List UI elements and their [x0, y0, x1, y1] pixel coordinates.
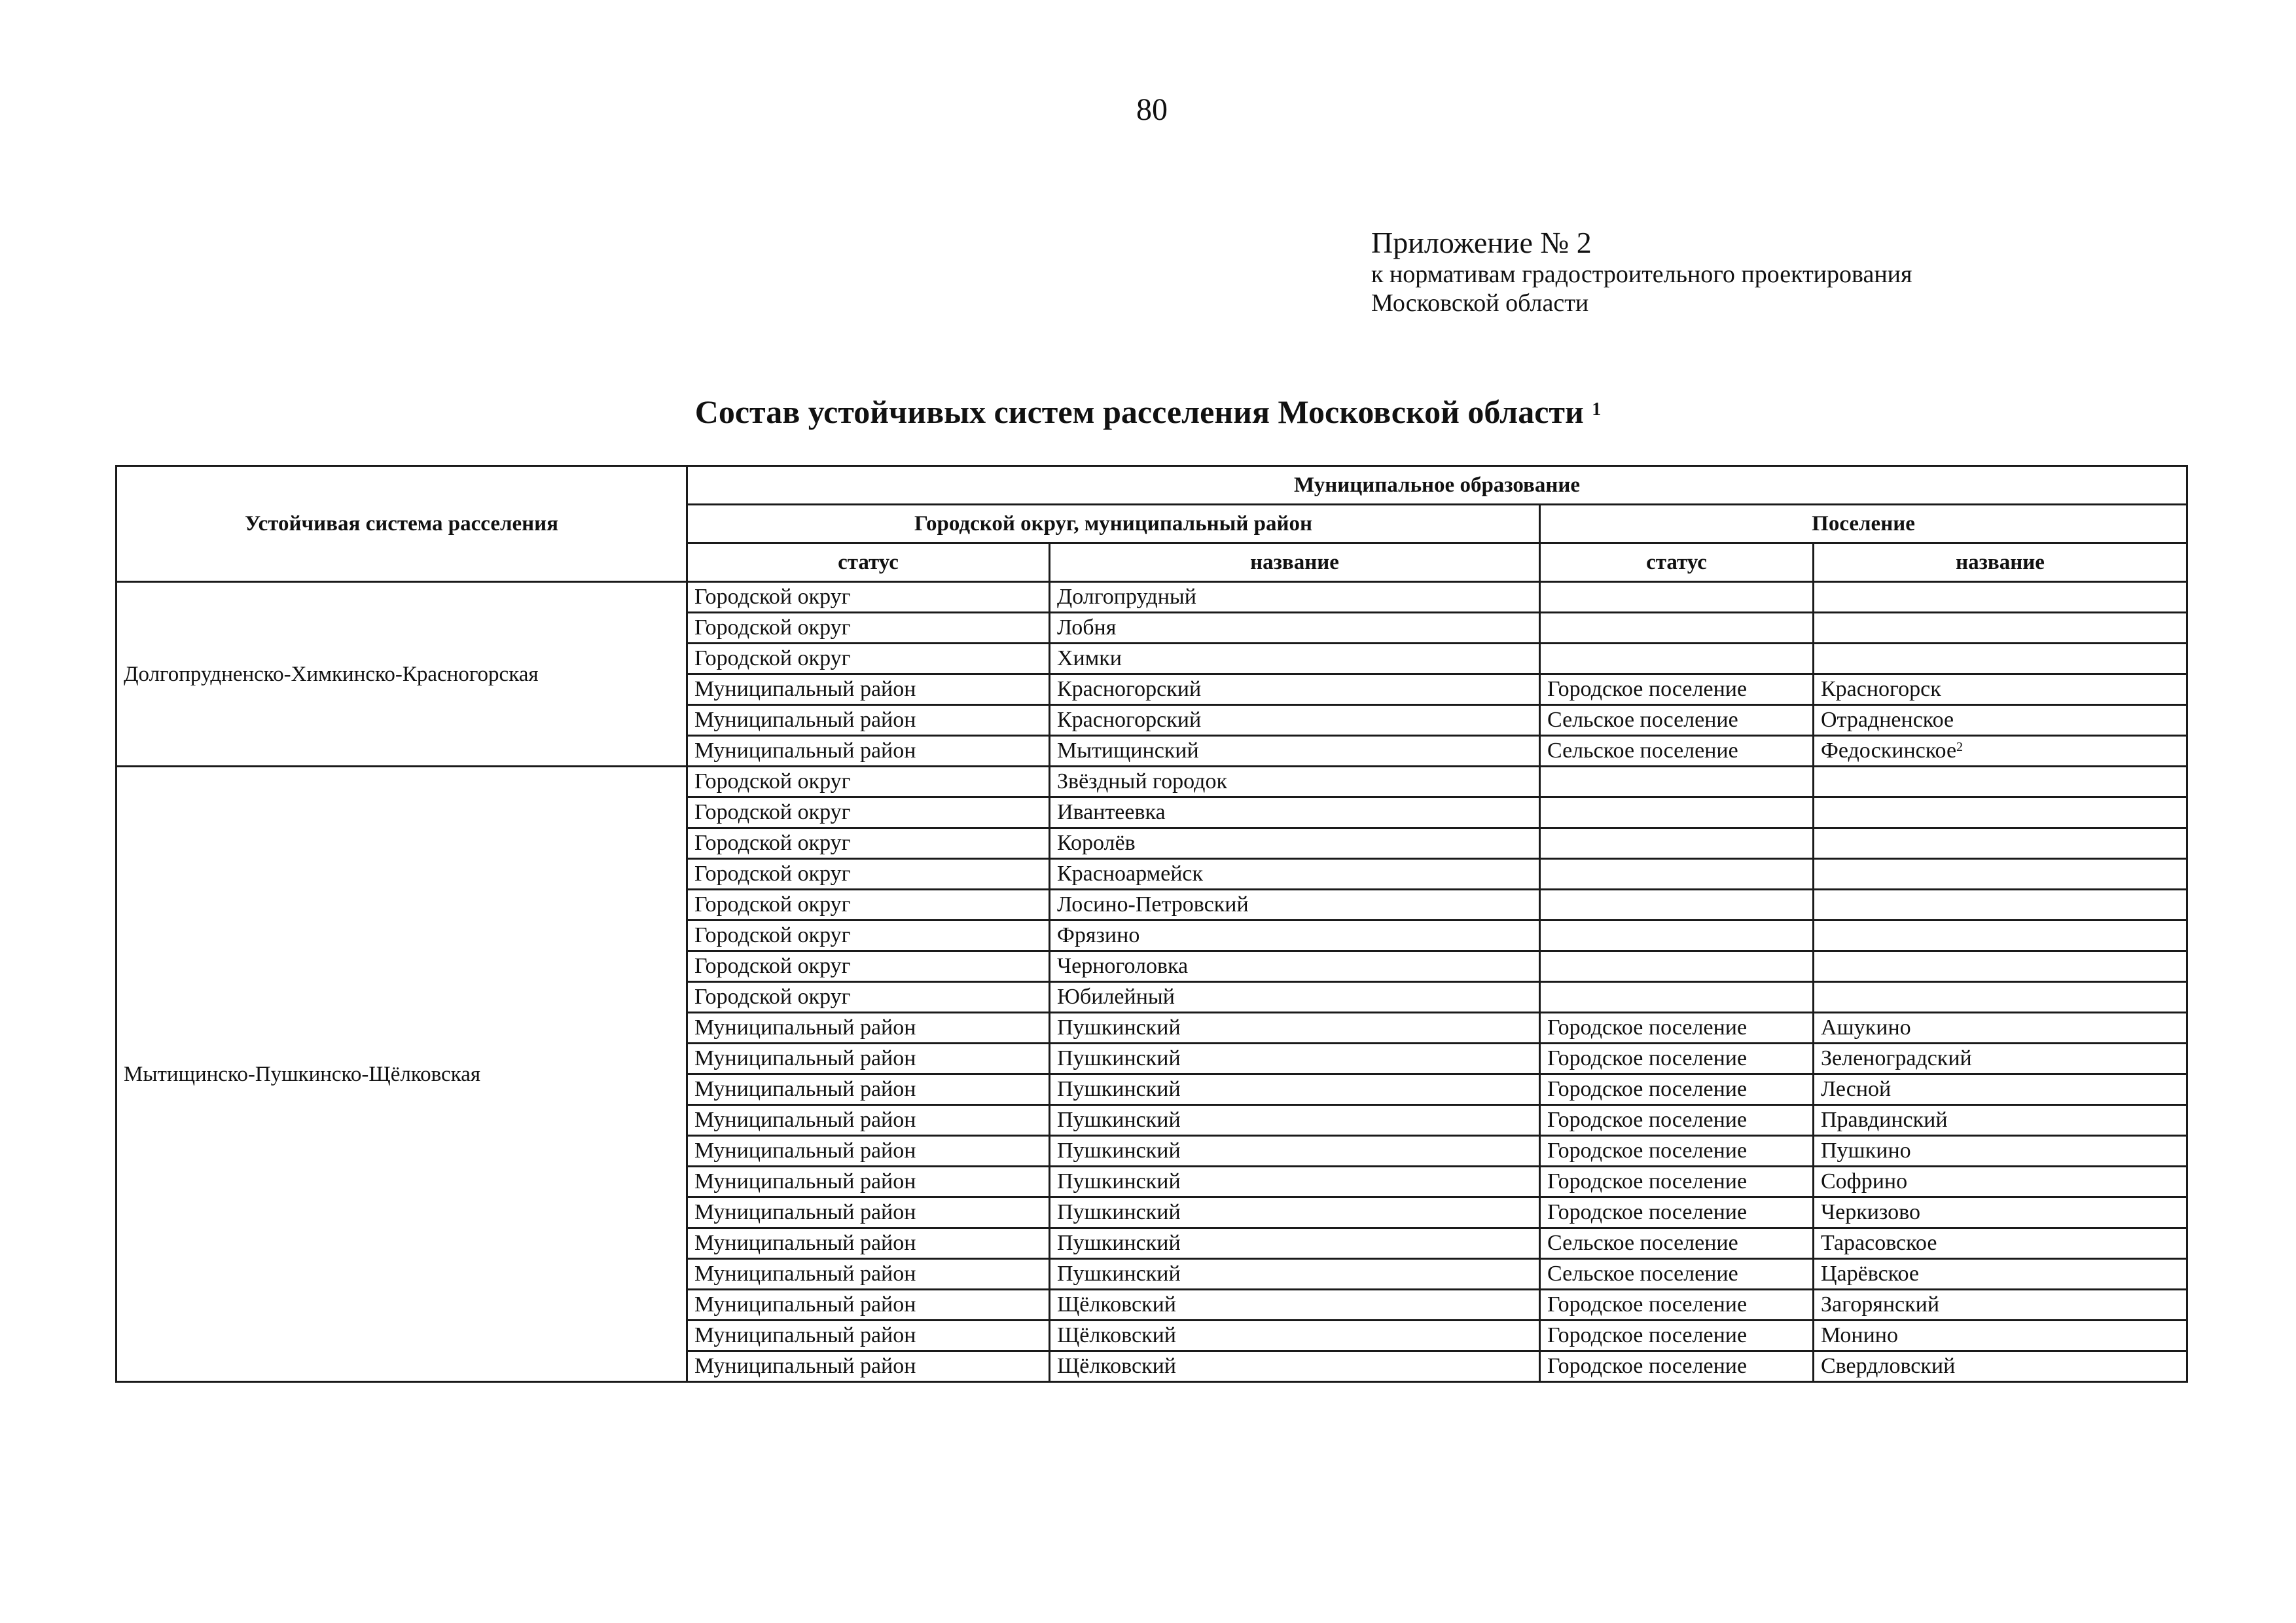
settlement-name-cell — [1814, 644, 2187, 674]
cell-text: Лесной — [1821, 1077, 1892, 1101]
district-name-cell — [1050, 705, 1540, 736]
cell-text: Муниципальный район — [694, 1262, 916, 1286]
district-name-cell — [1050, 982, 1540, 1013]
settlement-status-cell — [1540, 1013, 1814, 1044]
district-status-cell — [687, 1290, 1050, 1321]
settlement-name-cell — [1814, 982, 2187, 1013]
settlement-name-cell — [1814, 674, 2187, 705]
cell-text: Пушкино — [1821, 1139, 1911, 1163]
district-name-cell — [1050, 674, 1540, 705]
cell-text: Городское поселение — [1547, 1354, 1748, 1378]
settlement-name-cell — [1814, 890, 2187, 921]
settlement-status-cell — [1540, 1167, 1814, 1197]
settlement-status-cell — [1540, 1044, 1814, 1074]
settlement-name-cell — [1814, 1259, 2187, 1290]
header-settlement: Поселение — [1540, 505, 2187, 543]
header-row-1 — [117, 466, 2187, 505]
header-municipal: Муниципальное образование — [687, 466, 2187, 505]
cell-text: Городской округ — [694, 862, 851, 886]
district-status-cell — [687, 1321, 1050, 1351]
cell-text: Городское поселение — [1547, 1139, 1748, 1163]
settlement-name-cell — [1814, 705, 2187, 736]
district-status-cell — [687, 767, 1050, 797]
cell-text: Муниципальный район — [694, 1323, 916, 1347]
title-footnote-mark: 1 — [1592, 399, 1602, 420]
cell-text: Красноармейск — [1057, 862, 1204, 886]
appendix-number: Приложение № 2 — [1371, 226, 1592, 259]
cell-text: Красногорский — [1057, 677, 1202, 701]
settlement-name-cell — [1814, 1321, 2187, 1351]
cell-text: Фрязино — [1057, 923, 1140, 947]
settlement-status-cell — [1540, 1136, 1814, 1167]
cell-text: Городское поселение — [1547, 1169, 1748, 1194]
district-status-cell — [687, 613, 1050, 644]
cell-text: Городское поселение — [1547, 1323, 1748, 1347]
district-name-cell — [1050, 1167, 1540, 1197]
header-district-name: название — [1050, 543, 1540, 582]
settlement-status-cell — [1540, 890, 1814, 921]
district-name-cell — [1050, 1074, 1540, 1105]
cell-text: Монино — [1821, 1323, 1898, 1347]
district-name-cell — [1050, 1290, 1540, 1321]
cell-text: Ашукино — [1821, 1015, 1911, 1040]
settlement-status-cell — [1540, 582, 1814, 613]
cell-text: Пушкинский — [1057, 1169, 1181, 1194]
appendix-line-2: к нормативам градостроительного проектирования — [1371, 261, 1912, 288]
settlement-name-cell — [1814, 1136, 2187, 1167]
settlement-status-cell — [1540, 705, 1814, 736]
settlement-status-cell — [1540, 1321, 1814, 1351]
cell-text: Муниципальный район — [694, 1169, 916, 1194]
cell-text: Королёв — [1057, 831, 1136, 855]
settlement-status-cell — [1540, 1228, 1814, 1259]
cell-text: Пушкинский — [1057, 1139, 1181, 1163]
district-status-cell — [687, 1105, 1050, 1136]
settlement-name-cell — [1814, 1105, 2187, 1136]
district-name-cell — [1050, 859, 1540, 890]
header-district-status: статус — [687, 543, 1050, 582]
district-name-cell — [1050, 1259, 1540, 1290]
cell-text: Муниципальный район — [694, 1200, 916, 1224]
settlement-status-cell — [1540, 736, 1814, 767]
settlement-system-name: Мытищинско-Пушкинско-Щёлковская — [117, 767, 687, 1382]
district-name-cell — [1050, 951, 1540, 982]
cell-text: Правдинский — [1821, 1108, 1948, 1132]
district-status-cell — [687, 705, 1050, 736]
cell-text: Муниципальный район — [694, 1108, 916, 1132]
cell-text: Городское поселение — [1547, 1200, 1748, 1224]
cell-text: Зеленоградский — [1821, 1046, 1972, 1070]
cell-text: Городское поселение — [1547, 1077, 1748, 1101]
district-name-cell — [1050, 828, 1540, 859]
district-name-cell — [1050, 1351, 1540, 1382]
cell-text: Муниципальный район — [694, 1077, 916, 1101]
settlement-name-cell — [1814, 1351, 2187, 1382]
cell-text: Сельское поселение — [1547, 1231, 1738, 1255]
district-status-cell — [687, 1259, 1050, 1290]
district-name-cell — [1050, 1013, 1540, 1044]
header-settlement-name: название — [1814, 543, 2187, 582]
cell-text: Софрино — [1821, 1169, 1908, 1194]
district-status-cell — [687, 644, 1050, 674]
title-text: Состав устойчивых систем расселения Московской области — [694, 393, 1584, 430]
cell-text: Городское поселение — [1547, 1046, 1748, 1070]
district-status-cell — [687, 736, 1050, 767]
district-name-cell — [1050, 613, 1540, 644]
cell-text: Пушкинский — [1057, 1108, 1181, 1132]
cell-text: Муниципальный район — [694, 1046, 916, 1070]
cell-text: Муниципальный район — [694, 708, 916, 732]
settlement-name-cell — [1814, 1197, 2187, 1228]
district-status-cell — [687, 1197, 1050, 1228]
cell-text: Сельское поселение — [1547, 708, 1738, 732]
cell-text: Городской округ — [694, 800, 851, 824]
cell-text: Муниципальный район — [694, 677, 916, 701]
settlement-name-cell — [1814, 797, 2187, 828]
district-status-cell — [687, 859, 1050, 890]
settlement-name-cell — [1814, 613, 2187, 644]
settlement-status-cell — [1540, 674, 1814, 705]
district-status-cell — [687, 890, 1050, 921]
settlement-name-cell — [1814, 1290, 2187, 1321]
cell-text: Черноголовка — [1057, 954, 1189, 978]
cell-text: Городской округ — [694, 769, 851, 793]
header-district: Городской округ, муниципальный район — [687, 505, 1540, 543]
cell-text: Муниципальный район — [694, 1292, 916, 1317]
district-status-cell — [687, 1013, 1050, 1044]
district-name-cell — [1050, 1136, 1540, 1167]
appendix-reference — [1371, 226, 1912, 318]
table-body — [117, 582, 2187, 1382]
district-status-cell — [687, 674, 1050, 705]
cell-text: Отрадненское — [1821, 708, 1954, 732]
appendix-line-3: Московской области — [1371, 289, 1589, 317]
cell-text: Химки — [1057, 646, 1122, 670]
district-name-cell — [1050, 1197, 1540, 1228]
settlement-status-cell — [1540, 951, 1814, 982]
cell-text: Пушкинский — [1057, 1231, 1181, 1255]
cell-text: Свердловский — [1821, 1354, 1956, 1378]
document-title — [0, 393, 2296, 431]
cell-text: Пушкинский — [1057, 1200, 1181, 1224]
cell-text: Муниципальный район — [694, 1354, 916, 1378]
cell-text: Городской округ — [694, 615, 851, 640]
district-status-cell — [687, 982, 1050, 1013]
cell-text: Долгопрудный — [1057, 585, 1196, 609]
district-name-cell — [1050, 736, 1540, 767]
district-name-cell — [1050, 921, 1540, 951]
cell-text: Лосино-Петровский — [1057, 892, 1249, 917]
cell-text: Городской округ — [694, 585, 851, 609]
cell-text: Муниципальный район — [694, 1139, 916, 1163]
cell-text: Юбилейный — [1057, 985, 1175, 1009]
district-status-cell — [687, 797, 1050, 828]
cell-text: Городской округ — [694, 985, 851, 1009]
cell-text: Щёлковский — [1057, 1354, 1177, 1378]
settlement-status-cell — [1540, 859, 1814, 890]
header-settlement-status: статус — [1540, 543, 1814, 582]
cell-text: Городской округ — [694, 892, 851, 917]
table-row — [117, 767, 2187, 797]
settlement-name-cell — [1814, 859, 2187, 890]
cell-text: Городской округ — [694, 646, 851, 670]
settlement-status-cell — [1540, 644, 1814, 674]
settlement-name-cell — [1814, 1167, 2187, 1197]
settlement-status-cell — [1540, 767, 1814, 797]
cell-text: Ивантеевка — [1057, 800, 1166, 824]
cell-text: Городской округ — [694, 954, 851, 978]
settlement-status-cell — [1540, 1290, 1814, 1321]
settlement-name-cell — [1814, 1013, 2187, 1044]
district-name-cell — [1050, 644, 1540, 674]
district-name-cell — [1050, 1321, 1540, 1351]
settlement-name-cell — [1814, 1074, 2187, 1105]
settlement-name-cell — [1814, 736, 2187, 767]
district-status-cell — [687, 1351, 1050, 1382]
cell-text: Сельское поселение — [1547, 1262, 1738, 1286]
cell-text: Красногорский — [1057, 708, 1202, 732]
settlement-status-cell — [1540, 1105, 1814, 1136]
settlement-name-cell — [1814, 951, 2187, 982]
district-status-cell — [687, 1228, 1050, 1259]
settlement-status-cell — [1540, 797, 1814, 828]
cell-text: Звёздный городок — [1057, 769, 1227, 793]
cell-text: Муниципальный район — [694, 739, 916, 763]
district-name-cell — [1050, 797, 1540, 828]
cell-text: Лобня — [1057, 615, 1117, 640]
settlement-systems-table — [115, 465, 2188, 1383]
cell-text: Мытищинский — [1057, 739, 1199, 763]
cell-text: Черкизово — [1821, 1200, 1920, 1224]
district-status-cell — [687, 1136, 1050, 1167]
cell-text: Пушкинский — [1057, 1046, 1181, 1070]
page-number: 80 — [1136, 92, 1168, 127]
cell-text: Щёлковский — [1057, 1292, 1177, 1317]
cell-text: Сельское поселение — [1547, 739, 1738, 763]
cell-text: Пушкинский — [1057, 1262, 1181, 1286]
district-name-cell — [1050, 890, 1540, 921]
header-system: Устойчивая система расселения — [117, 466, 687, 582]
settlement-name-cell — [1814, 1044, 2187, 1074]
district-name-cell — [1050, 582, 1540, 613]
cell-text: Красногорск — [1821, 677, 1941, 701]
cell-text: Городской округ — [694, 831, 851, 855]
settlement-status-cell — [1540, 1074, 1814, 1105]
cell-text: Городской округ — [694, 923, 851, 947]
settlement-status-cell — [1540, 1351, 1814, 1382]
cell-text: Городское поселение — [1547, 677, 1748, 701]
district-status-cell — [687, 921, 1050, 951]
district-status-cell — [687, 1167, 1050, 1197]
cell-text: Тарасовское — [1821, 1231, 1937, 1255]
district-name-cell — [1050, 1105, 1540, 1136]
settlement-status-cell — [1540, 613, 1814, 644]
cell-text: Пушкинский — [1057, 1077, 1181, 1101]
district-status-cell — [687, 828, 1050, 859]
district-status-cell — [687, 1074, 1050, 1105]
district-name-cell — [1050, 1044, 1540, 1074]
cell-text: Муниципальный район — [694, 1231, 916, 1255]
district-status-cell — [687, 951, 1050, 982]
cell-text: Федоскинское — [1821, 739, 1957, 763]
district-status-cell — [687, 1044, 1050, 1074]
cell-text: Городское поселение — [1547, 1108, 1748, 1132]
cell-text: Пушкинский — [1057, 1015, 1181, 1040]
settlement-status-cell — [1540, 1259, 1814, 1290]
district-name-cell — [1050, 767, 1540, 797]
table-header — [117, 466, 2187, 582]
settlement-status-cell — [1540, 921, 1814, 951]
cell-text: Щёлковский — [1057, 1323, 1177, 1347]
settlement-status-cell — [1540, 1197, 1814, 1228]
settlement-status-cell — [1540, 982, 1814, 1013]
district-name-cell — [1050, 1228, 1540, 1259]
settlement-name-cell — [1814, 921, 2187, 951]
cell-text: Муниципальный район — [694, 1015, 916, 1040]
settlement-status-cell — [1540, 828, 1814, 859]
district-status-cell — [687, 582, 1050, 613]
footnote-mark: 2 — [1956, 740, 1964, 754]
settlement-system-name: Долгопрудненско-Химкинско-Красногорская — [117, 582, 687, 767]
cell-text: Городское поселение — [1547, 1015, 1748, 1040]
cell-text: Царёвское — [1821, 1262, 1919, 1286]
settlement-name-cell — [1814, 1228, 2187, 1259]
settlement-name-cell — [1814, 582, 2187, 613]
cell-text: Городское поселение — [1547, 1292, 1748, 1317]
settlement-name-cell — [1814, 828, 2187, 859]
cell-text: Загорянский — [1821, 1292, 1940, 1317]
settlement-name-cell — [1814, 767, 2187, 797]
table-row — [117, 582, 2187, 613]
